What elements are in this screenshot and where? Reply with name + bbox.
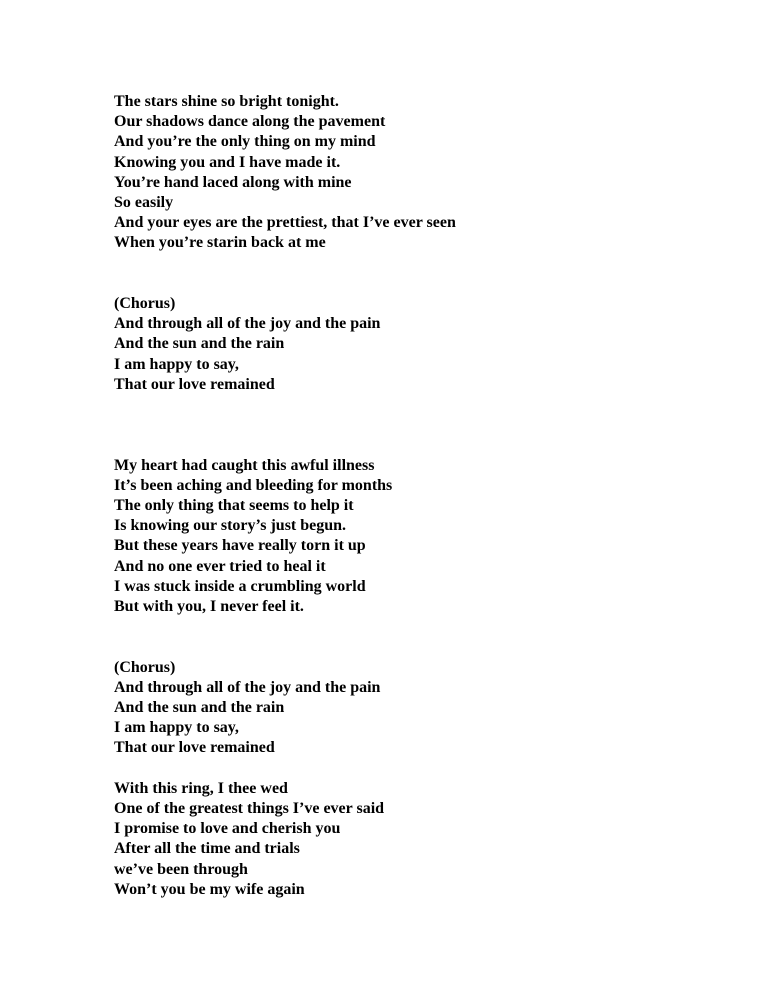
lyric-line: And no one ever tried to heal it	[114, 557, 326, 575]
lyric-line: I am happy to say,	[114, 355, 239, 373]
lyric-line: When you’re starin back at me	[114, 234, 326, 252]
chorus-2	[114, 658, 714, 759]
lyric-line: I am happy to say,	[114, 719, 239, 737]
lyric-line: And you’re the only thing on my mind	[114, 133, 376, 151]
lyric-line: The stars shine so bright tonight.	[114, 93, 339, 110]
lyric-line: That our love remained	[114, 375, 275, 393]
lyric-line: And through all of the joy and the pain	[114, 678, 381, 696]
stanza-spacer	[114, 395, 714, 456]
lyric-line: The only thing that seems to help it	[114, 497, 354, 515]
lyric-line: My heart had caught this awful illness	[114, 456, 375, 474]
lyric-line: But these years have really torn it up	[114, 537, 366, 555]
chorus-1	[114, 294, 714, 395]
chorus-label: (Chorus)	[114, 658, 176, 676]
stanza-spacer	[114, 617, 714, 657]
lyric-line: And your eyes are the prettiest, that I’ve ever seen	[114, 214, 456, 232]
lyric-line: Knowing you and I have made it.	[114, 153, 341, 171]
stanza-spacer	[114, 759, 714, 779]
lyric-line: So easily	[114, 194, 174, 212]
lyric-line: With this ring, I thee wed	[114, 779, 288, 797]
verse-1	[114, 92, 714, 254]
lyric-line: But with you, I never feel it.	[114, 598, 304, 616]
lyric-line: And the sun and the rain	[114, 335, 285, 353]
lyric-line: You’re hand laced along with mine	[114, 173, 352, 191]
lyric-line: Our shadows dance along the pavement	[114, 113, 386, 131]
lyric-line: Won’t you be my wife again	[114, 880, 305, 898]
lyric-line: Is knowing our story’s just begun.	[114, 517, 347, 535]
verse-2	[114, 456, 714, 618]
lyric-line: One of the greatest things I’ve ever said	[114, 800, 385, 818]
lyric-line: And through all of the joy and the pain	[114, 315, 381, 333]
lyric-line: After all the time and trials	[114, 840, 300, 858]
lyric-line: And the sun and the rain	[114, 699, 285, 717]
lyric-line: I was stuck inside a crumbling world	[114, 577, 366, 595]
stanza-spacer	[114, 254, 714, 294]
lyric-line: we’ve been through	[114, 860, 248, 878]
lyric-line: It’s been aching and bleeding for months	[114, 476, 393, 494]
verse-3	[114, 779, 714, 900]
lyrics-body	[114, 92, 714, 900]
chorus-label: (Chorus)	[114, 295, 176, 313]
lyric-line: I promise to love and cherish you	[114, 820, 341, 838]
lyric-line: That our love remained	[114, 739, 275, 757]
